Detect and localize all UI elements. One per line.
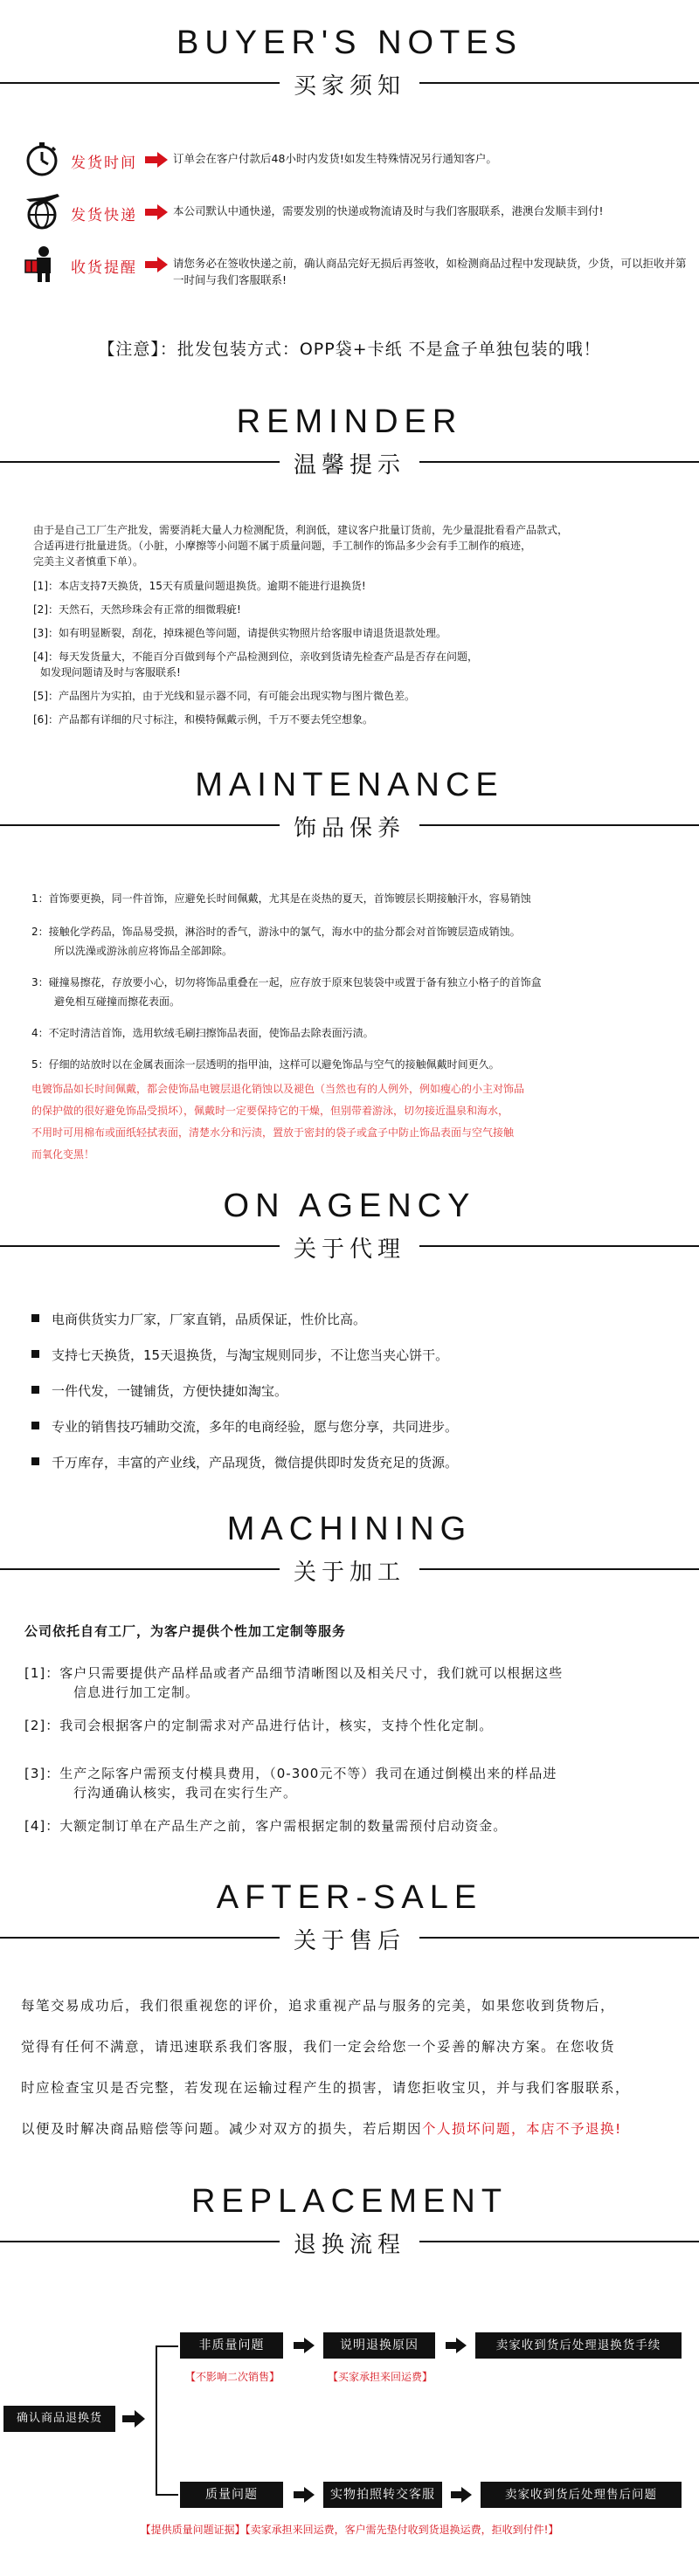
reminder-intro — [33, 522, 680, 569]
bullet-square-icon — [31, 1422, 39, 1429]
flow-connector-vertical — [156, 2345, 157, 2496]
after-sale-header — [0, 1923, 699, 1953]
agency-item: 支持七天换货，15天退换货，与淘宝规则同步，不让您当夹心饼干。 — [31, 1346, 448, 1364]
maintenance-item: 2：接触化学药品，饰品易受损，淋浴时的香气，游泳中的氯气，海水中的盐分都会对首饰镀层造成销蚀。 — [31, 926, 521, 938]
flow-explain-reason-note: 【买家承担来回运费】 — [327, 2371, 433, 2383]
after-sale-warning: 个人损坏问题，本店不予退换! — [422, 2121, 622, 2137]
divider-line — [419, 1568, 699, 1570]
flow-non-quality-box: 非质量问题 — [180, 2332, 283, 2359]
divider-line — [419, 461, 699, 463]
flow-explain-reason-box: 说明退换原因 — [323, 2332, 435, 2359]
flow-connector-bottom — [156, 2494, 178, 2496]
arrow-right-icon — [446, 2338, 467, 2353]
note-label: 发货快递 — [71, 207, 137, 224]
divider-line — [419, 2241, 699, 2242]
reminder-title-en: REMINDER — [236, 403, 463, 440]
arrow-right-icon — [145, 257, 168, 272]
reminder-list — [33, 578, 680, 735]
divider-line — [419, 1937, 699, 1939]
agency-item: 千万库存，丰富的产业线，产品现货，微信提供即时发货充足的货源。 — [31, 1453, 458, 1471]
flow-seller-process-box: 卖家收到货后处理退换货手续 — [475, 2332, 682, 2359]
note-text: 订单会在客户付款后48小时内发货!如发生特殊情况另行通知客户。 — [173, 152, 497, 165]
note-label: 收货提醒 — [71, 259, 137, 277]
agency-item: 专业的销售技巧辅助交流，多年的电商经验，愿与您分享，共同进步。 — [31, 1417, 458, 1436]
machining-item: [2]：我司会根据客户的定制需求对产品进行估计，核实，支持个性化定制。 — [24, 1718, 494, 1733]
machining-title-en: MACHINING — [226, 1511, 473, 1547]
agency-title-en: ON AGENCY — [223, 1188, 476, 1224]
flow-bottom-note: 【提供质量问题证据】【卖家承担来回运费，客户需先垫付收到货退换运费，拒收到付件!】 — [140, 2524, 559, 2536]
maintenance-warning-line: 电镀饰品如长时间佩戴，都会使饰品电镀层退化销蚀以及褪色（当然也有的人例外，例如瘦心的小主对饰品 — [31, 1083, 525, 1095]
maintenance-item: 避免相互碰撞而擦花表面。 — [54, 995, 181, 1008]
maintenance-list — [31, 891, 682, 1168]
reminder-item: [2]：天然石，天然珍珠会有正常的细微瑕疵! — [33, 603, 241, 616]
bullet-square-icon — [31, 1457, 39, 1465]
flow-after-sale-process-box: 卖家收到货后处理售后问题 — [481, 2482, 682, 2508]
arrow-right-icon — [294, 2338, 315, 2353]
reminder-title-zh: 温馨提示 — [293, 452, 405, 479]
buyers-notes-title-zh: 买家须知 — [293, 73, 405, 100]
reminder-intro-line: 合适再进行批量进货。（小脏，小摩擦等小问题不属于质量问题，手工制作的饰品多少会有手工制作的痕迹， — [33, 540, 532, 552]
clock-icon — [23, 140, 61, 178]
flow-quality-box: 质量问题 — [180, 2482, 283, 2508]
delivery-person-icon — [23, 245, 61, 283]
note-row-receiving — [23, 245, 687, 288]
bullet-square-icon — [31, 1350, 39, 1358]
after-sale-title-en: AFTER-SALE — [216, 1879, 483, 1916]
reminder-item: [3]：如有明显断裂，刮花，掉珠褪色等问题，请提供实物照片给客服申请退货退款处理。 — [33, 627, 447, 639]
maintenance-item: 1：首饰要更换，同一件首饰，应避免长时间佩戴，尤其是在炎热的夏天，首饰镀层长期接触汗水，容易销蚀 — [31, 892, 531, 905]
bullet-square-icon — [31, 1386, 39, 1394]
arrow-right-icon — [122, 2410, 145, 2428]
reminder-intro-line: 完美主义者慎重下单）。 — [33, 555, 144, 568]
maintenance-item: 4：不定时清洁首饰，选用软绒毛刷扫擦饰品表面，使饰品去除表面污渍。 — [31, 1027, 374, 1039]
flow-start-box: 确认商品退换货 — [3, 2406, 115, 2432]
replacement-header — [0, 2227, 699, 2256]
replacement-title-zh: 退换流程 — [293, 2232, 405, 2258]
after-sale-line-text: 以便及时解决商品赔偿等问题。减少对双方的损失，若后期因 — [21, 2121, 423, 2137]
reminder-item: [6]：产品都有详细的尺寸标注，和模特佩戴示例，千万不要去凭空想象。 — [33, 713, 374, 726]
reminder-item: [4]：每天发货量大，不能百分百做到每个产品检测到位，亲收到货请先检查产品是否存在问题， — [33, 651, 479, 663]
after-sale-title-zh: 关于售后 — [293, 1928, 405, 1954]
divider-line — [419, 1245, 699, 1247]
maintenance-header — [0, 810, 699, 840]
maintenance-title-en: MAINTENANCE — [195, 767, 504, 803]
note-row-courier — [23, 192, 687, 236]
arrow-right-icon — [145, 152, 168, 168]
flow-photo-evidence-box: 实物拍照转交客服 — [323, 2482, 442, 2508]
replacement-title-en: REPLACEMENT — [190, 2183, 509, 2220]
reminder-header — [0, 447, 699, 477]
packaging-attention: 【注意】：批发包装方式：OPP袋+卡纸 不是盒子单独包装的哦！ — [98, 340, 601, 359]
maintenance-title-zh: 饰品保养 — [293, 816, 405, 842]
machining-item: [3]：生产之际客户需预支付模具费用，（0-300元不等）我司在通过倒模出来的样品进 行沟通确认核实，我司在实行生产。 — [24, 1766, 557, 1801]
divider-line — [419, 82, 699, 84]
arrow-right-icon — [145, 204, 168, 220]
bullet-square-icon — [31, 1314, 39, 1322]
after-sale-line: 时应检查宝贝是否完整，若发现在运输过程产生的损害，请您拒收宝贝，并与我们客服联系， — [21, 2080, 631, 2096]
arrow-right-icon — [294, 2487, 315, 2503]
plane-globe-icon — [23, 192, 61, 231]
maintenance-item: 3：碰撞易擦花，存放要小心，切勿将饰品重叠在一起，应存放于原來包装袋中或置于备有独立小格子的首饰盒 — [31, 976, 542, 988]
agency-header — [0, 1231, 699, 1261]
maintenance-warning-line: 不用时可用棉布或面纸轻拭表面，清楚水分和污渍，置放于密封的袋子或盒子中防止饰品表面与空气接触 — [31, 1126, 515, 1139]
agency-title-zh: 关于代理 — [293, 1236, 405, 1263]
after-sale-line: 每笔交易成功后，我们很重视您的评价，追求重视产品与服务的完美，如果您收到货物后， — [21, 1998, 616, 2014]
machining-item: [1]：客户只需要提供产品样品或者产品细节清晰图以及相关尺寸，我们就可以根据这些 信息进行加工定制。 — [24, 1665, 564, 1700]
buyers-notes-header — [0, 68, 699, 98]
arrow-right-icon — [451, 2487, 472, 2503]
machining-header — [0, 1554, 699, 1584]
agency-item: 电商供货实力厂家，厂家直销，品质保证，性价比高。 — [31, 1310, 366, 1328]
reminder-item: 如发现问题请及时与客服联系! — [40, 666, 181, 678]
after-sale-line — [21, 2118, 685, 2138]
reminder-item: [1]：本店支持7天换货，15天有质量问题退换货。逾期不能进行退换货! — [33, 580, 366, 592]
maintenance-item: 5：仔细的站放时以在金属表面涂一层透明的指甲油，这样可以避免饰品与空气的接触佩戴时间更久。 — [31, 1058, 500, 1071]
machining-item: [4]：大额定制订单在产品生产之前，客户需根据定制的数量需预付启动资金。 — [24, 1818, 508, 1834]
reminder-intro-line: 由于是自己工厂生产批发，需要消耗大量人力检测配货，利润低，建议客户批量订货前，先少量混批看看产品款式， — [33, 524, 569, 536]
maintenance-item: 所以洗澡或游泳前应将饰品全部卸除。 — [54, 945, 233, 957]
machining-title-zh: 关于加工 — [293, 1560, 405, 1586]
note-row-shipping-time — [23, 140, 687, 183]
maintenance-warning-line: 而氧化变黑！ — [31, 1148, 95, 1161]
divider-line — [419, 824, 699, 826]
note-label: 发货时间 — [71, 155, 137, 172]
note-text: 本公司默认中通快递，需要发别的快递或物流请及时与我们客服联系，港澳台发顺丰到付! — [173, 204, 604, 217]
machining-intro: 公司依托自有工厂，为客户提供个性加工定制等服务 — [24, 1623, 347, 1639]
maintenance-warning-line: 的保护做的很好避免饰品受损坏），佩戴时一定要保持它的干燥，但别带着游泳，切勿接近温泉和海水， — [31, 1105, 509, 1117]
agency-item: 一件代发，一键铺货，方便快捷如淘宝。 — [31, 1381, 287, 1400]
buyers-notes-title-en: BUYER'S NOTES — [176, 24, 523, 61]
after-sale-line: 觉得有任何不满意，请迅速联系我们客服，我们一定会给您一个妥善的解决方案。在您收货 — [21, 2039, 616, 2055]
flow-non-quality-note: 【不影响二次销售】 — [184, 2371, 280, 2383]
reminder-item: [5]：产品图片为实拍，由于光线和显示器不同，有可能会出现实物与图片微色差。 — [33, 690, 416, 702]
note-text: 请您务必在签收快递之前，确认商品完好无损后再签收，如检测商品过程中发现缺货，少货，可以拒收并第一时间与我们客服联系! — [173, 257, 687, 286]
flow-connector-top — [156, 2345, 178, 2347]
